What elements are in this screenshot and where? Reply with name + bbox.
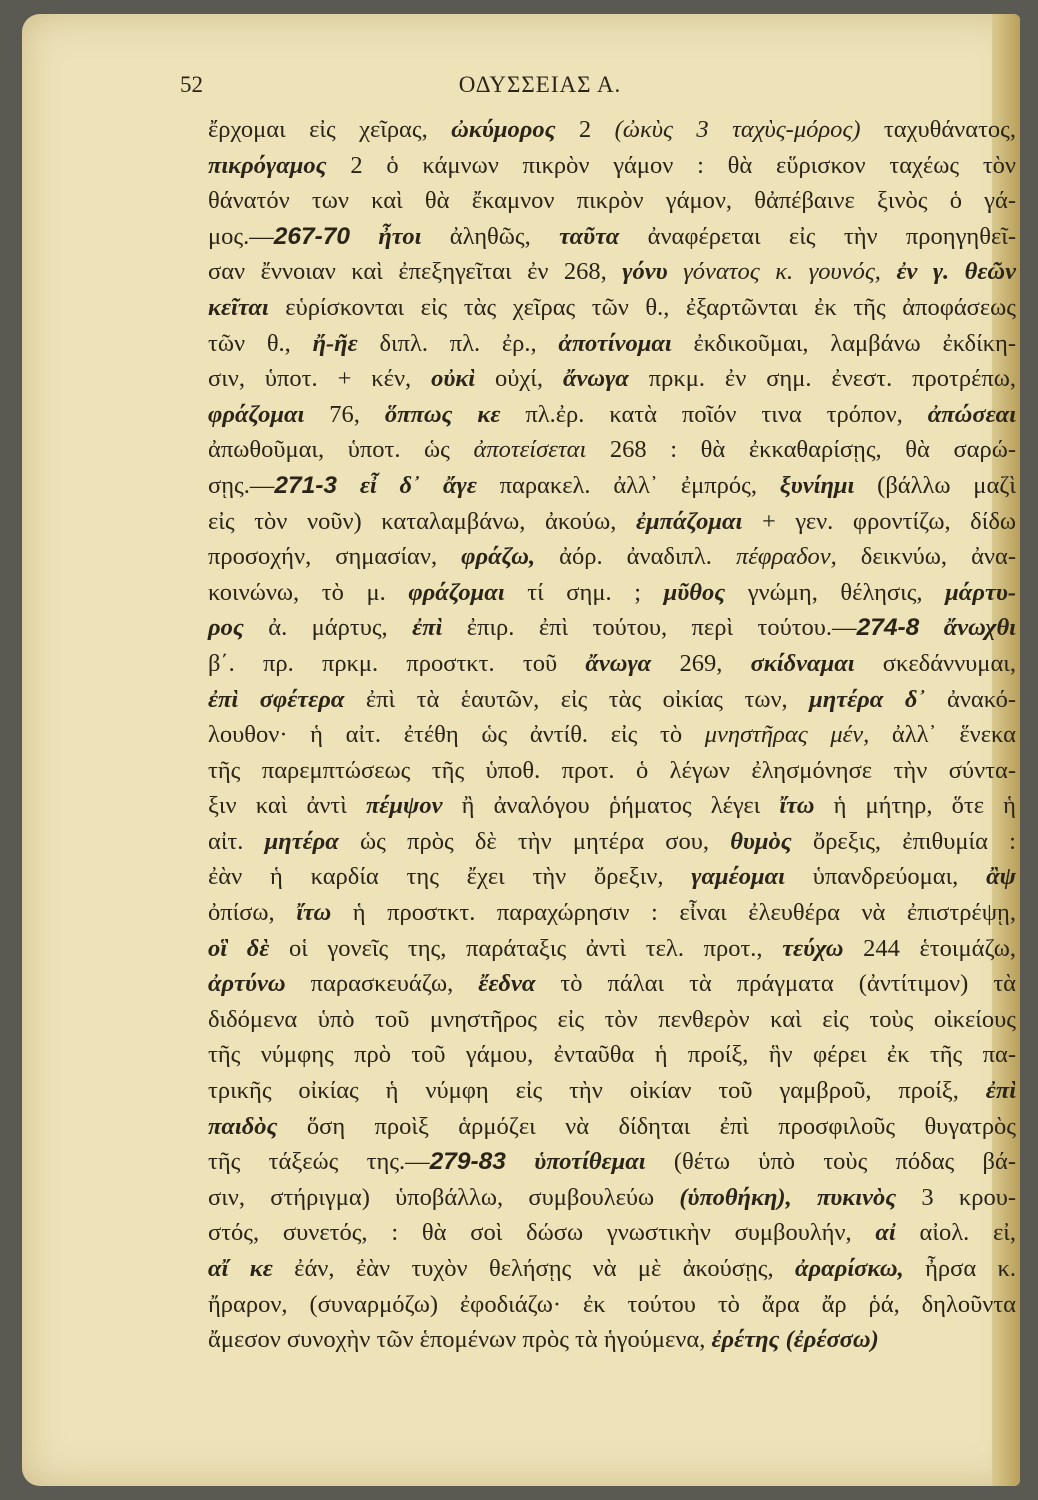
- text-segment: 2 ὁ κάμνων πικρὸν γάμον : θὰ εὕρισκον ταχέως τὸν: [326, 151, 1016, 179]
- text-line: [208, 254, 1016, 290]
- text-segment: ἀ. μάρτυς,: [243, 614, 413, 642]
- headword: ἀποτίνομαι: [558, 329, 672, 357]
- page-number: 52: [180, 72, 203, 97]
- headword: ὑποτίθεμαι: [534, 1148, 646, 1176]
- headword: ἀπώσεαι: [927, 400, 1017, 428]
- italic-gloss: (ὠκὺς 3 ταχὺς-μόρος): [614, 116, 861, 143]
- headword: οἳ δὲ: [208, 934, 270, 962]
- headword: φράζω,: [461, 543, 536, 571]
- text-line: [208, 575, 1016, 611]
- headword: ἄνωχθι: [943, 614, 1016, 642]
- headword: ἂψ: [986, 863, 1017, 891]
- text-segment: αἰολ. εἰ,: [895, 1219, 1017, 1247]
- headword: (ὑποθήκη),: [679, 1183, 792, 1211]
- italic-gloss: ἀποτείσεται: [473, 436, 587, 464]
- headword: πικρόγαμος: [208, 151, 327, 179]
- text-segment: ἀνακό-: [925, 685, 1016, 713]
- text-segment: τῆς παρεμπτώσεως τῆς ὑποθ. προτ. ὁ λέγων ἐλησμόνησε τὴν σύντα-: [208, 756, 1016, 784]
- text-segment: ἀληθῶς,: [421, 222, 560, 250]
- text-segment: ἐπιρ. ἐπὶ τούτου, περὶ τούτου.—: [442, 614, 857, 642]
- text-line: [208, 1251, 1016, 1287]
- text-segment: ὄρεξις, ἐπιθυμία :: [791, 827, 1016, 855]
- text-segment: 2: [555, 116, 615, 143]
- text-segment: 269,: [651, 649, 751, 677]
- text-segment: ταχυθάνατος,: [860, 116, 1016, 143]
- text-line: [208, 1144, 1016, 1180]
- text-segment: ἔρχομαι εἰς χεῖρας,: [208, 116, 452, 143]
- headword: μῦθος: [663, 578, 726, 606]
- text-segment: γνώμη, θέλησις,: [725, 578, 946, 606]
- headword: ἀραρίσκω,: [794, 1255, 904, 1282]
- text-line: [208, 682, 1016, 718]
- text-segment: (θέτω ὑπὸ τοὺς πόδας βά-: [645, 1148, 1016, 1176]
- italic-gloss: πέφραδον,: [735, 543, 837, 571]
- text-line: [208, 1322, 1016, 1358]
- headword: ἴτω: [296, 899, 332, 927]
- headword: κεῖται: [208, 293, 269, 321]
- text-segment: ἐκδικοῦμαι, λαμβάνω ἐκδίκη-: [671, 329, 1016, 357]
- text-segment: 244 ἑτοιμάζω,: [843, 934, 1016, 962]
- headword: ἤ-ῆε: [312, 329, 358, 357]
- text-segment: ἦρσα κ.: [903, 1255, 1017, 1282]
- italic-gloss: γόνατος κ. γουνός,: [683, 258, 881, 286]
- text-segment: ἀλλ᾽ ἕνεκα: [869, 721, 1016, 749]
- verse-reference: 267-70: [273, 222, 351, 250]
- text-segment: ἢ ἀναλόγου ῥήματος λέγει: [442, 792, 780, 820]
- text-segment: ὀπίσω,: [208, 899, 297, 927]
- text-line: [208, 361, 1016, 397]
- verse-reference: 274-8: [856, 614, 920, 642]
- text-segment: ὅση προὶξ ἁρμόζει νὰ δίδηται ἐπὶ προσφιλοῦς θυγατρὸς: [277, 1112, 1016, 1140]
- headword: ὠκύμορος: [451, 116, 556, 143]
- headword: ρος: [208, 614, 244, 642]
- text-segment: ὡς πρὸς δὲ τὴν μητέρα σου,: [338, 827, 731, 855]
- text-segment: β΄. πρ. πρκμ. προστκτ. τοῦ: [208, 649, 586, 677]
- text-line: [208, 753, 1016, 789]
- text-segment: ἐὰν ἡ καρδία της ἔχει τὴν ὄρεξιν,: [208, 863, 692, 891]
- headword: ταῦτα: [559, 222, 620, 250]
- headword: ἐπὶ: [412, 614, 443, 642]
- text-segment: ἐάν, ἐὰν τυχὸν θελήσῃς νὰ μὲ ἀκούσῃς,: [272, 1255, 795, 1282]
- text-segment: δεικνύω, ἀνα-: [836, 543, 1016, 571]
- text-segment: [337, 472, 360, 499]
- headword: ξυνίημι: [779, 471, 855, 499]
- headword: ἐπὶ: [985, 1077, 1016, 1105]
- headword: μητέρα: [264, 827, 339, 855]
- headword: γόνυ: [622, 258, 668, 286]
- headword: ἀρτύνω: [208, 970, 286, 998]
- headword: αἰ: [875, 1219, 896, 1247]
- text-line: [208, 859, 1016, 895]
- headword: εἶ δ᾽ ἄγε: [359, 471, 477, 499]
- text-line: [208, 931, 1016, 967]
- headword: ἄνωγα: [562, 365, 629, 393]
- text-segment: (βάλλω μαζὶ: [854, 471, 1017, 499]
- text-segment: εἰς τὸν νοῦν) καταλαμβάνω, ἀκούω,: [208, 507, 636, 535]
- headword: ἦτοι: [378, 222, 422, 250]
- text-line: [208, 1109, 1016, 1145]
- text-line: [208, 1215, 1016, 1251]
- text-segment: σῃς.—: [208, 471, 275, 499]
- text-segment: παρακελ. ἀλλ᾽ ἐμπρός,: [476, 471, 780, 499]
- text-line: [208, 183, 1016, 219]
- text-segment: προσοχήν, σημασίαν,: [208, 543, 462, 571]
- text-line: [208, 432, 1016, 468]
- text-line: [208, 1037, 1016, 1073]
- text-segment: ξιν καὶ ἀντὶ: [208, 792, 366, 820]
- headword: μάρτυ-: [945, 578, 1016, 606]
- text-segment: [350, 223, 378, 250]
- text-segment: ἀόρ. ἀναδιπλ.: [535, 543, 736, 571]
- headword: παιδὸς: [208, 1112, 278, 1140]
- headword: ἄνωγα: [585, 649, 652, 677]
- headword: σκίδναμαι: [750, 649, 855, 677]
- text-line: [208, 397, 1016, 433]
- text-segment: πρκμ. ἐν σημ. ἐνεστ. προτρέπω,: [628, 365, 1016, 393]
- text-segment: τί σημ. ;: [504, 578, 664, 606]
- headword: ὅππως κε: [384, 400, 501, 428]
- text-segment: ἀπωθοῦμαι, ὑποτ. ὡς: [208, 436, 474, 464]
- text-segment: σιν, στήριγμα) ὑποβάλλω, συμβουλεύω: [208, 1183, 680, 1211]
- text-segment: διδόμενα ὑπὸ τοῦ μνηστῆρος εἰς τὸν πενθερὸν καὶ εἰς τοὺς οἰκείους: [208, 1005, 1016, 1033]
- text-segment: αἰτ.: [208, 827, 265, 855]
- text-line: [208, 539, 1016, 575]
- text-segment: ἐπὶ τὰ ἑαυτῶν, εἰς τὰς οἰκίας των,: [344, 685, 810, 713]
- running-title: ΟΔΥΣΣΕΙΑΣ Α.: [458, 72, 622, 97]
- headword: μητέρα δ᾽: [809, 685, 926, 713]
- headword: οὐκὶ: [431, 365, 476, 393]
- text-segment: 3 κρου-: [896, 1183, 1016, 1211]
- headword: φράζομαι: [408, 578, 505, 606]
- headword: θυμὸς: [730, 827, 792, 855]
- text-segment: + γεν. φροντίζω, δίδω: [742, 507, 1016, 535]
- text-segment: [919, 614, 943, 641]
- text-segment: οὐχί,: [475, 365, 563, 393]
- text-segment: εὑρίσκονται εἰς τὰς χεῖρας τῶν θ., ἐξαρτῶνται ἐκ τῆς ἀποφάσεως: [268, 293, 1016, 321]
- headword: ἐμπάζομαι: [635, 507, 743, 535]
- text-segment: [881, 258, 897, 285]
- text-segment: σαν ἔννοιαν καὶ ἐπεξηγεῖται ἐν 268,: [208, 258, 623, 286]
- text-segment: θάνατόν των καὶ θὰ ἔκαμνον πικρὸν γάμον, θἀπέβαινε ξινὸς ὁ γά-: [208, 187, 1016, 215]
- commentary-text: [208, 112, 1016, 1358]
- book-page: [22, 14, 1020, 1486]
- text-line: [208, 148, 1016, 184]
- text-segment: 268 : θὰ ἐκκαθαρίσῃς, θὰ σαρώ-: [586, 436, 1017, 464]
- headword: γαμέομαι: [691, 863, 785, 891]
- headword: πέμψον: [365, 792, 443, 820]
- text-line: [208, 824, 1016, 860]
- text-segment: [506, 1148, 534, 1175]
- text-line: [208, 468, 1016, 504]
- text-segment: πλ.ἐρ. κατὰ ποῖόν τινα τρόπον,: [500, 400, 928, 428]
- text-segment: τῶν θ.,: [208, 329, 313, 357]
- text-line: [208, 895, 1016, 931]
- text-segment: ἡ μήτηρ, ὅτε ἡ: [814, 792, 1016, 820]
- text-segment: παρασκευάζω,: [285, 970, 479, 998]
- headword: πυκινὸς: [816, 1183, 897, 1211]
- headword: ἔεδνα: [478, 970, 536, 998]
- text-line: [208, 1073, 1016, 1109]
- text-line: [208, 610, 1016, 646]
- text-line: [208, 326, 1016, 362]
- text-line: [208, 717, 1016, 753]
- text-line: [208, 788, 1016, 824]
- text-segment: οἱ γονεῖς της, παράταξις ἀντὶ τελ. προτ.,: [269, 934, 783, 962]
- text-line: [208, 504, 1016, 540]
- verse-reference: 279-83: [429, 1148, 506, 1176]
- text-segment: ὑπανδρεύομαι,: [784, 863, 987, 891]
- text-line: [208, 219, 1016, 255]
- text-segment: τρικῆς οἰκίας ἡ νύμφη εἰς τὴν οἰκίαν τοῦ γαμβροῦ, προίξ,: [208, 1077, 986, 1105]
- text-line: [208, 966, 1016, 1002]
- headword: ἐρέτης (ἐρέσσω): [711, 1326, 879, 1354]
- text-line: [208, 1287, 1016, 1323]
- headword: αἴ κε: [208, 1255, 273, 1282]
- text-segment: μος.—: [208, 222, 274, 250]
- text-segment: ἀναφέρεται εἰς τὴν προηγηθεῖ-: [619, 222, 1016, 250]
- text-segment: τῆς τάξεώς της.—: [208, 1148, 430, 1176]
- text-segment: 76,: [304, 400, 385, 428]
- text-segment: ἤραρον, (συναρμόζω) ἐφοδιάζω· ἐκ τούτου τὸ ἄρα ἄρ ῥά, δηλοῦντα: [208, 1290, 1016, 1318]
- text-line: [208, 112, 1016, 148]
- text-line: [208, 1180, 1016, 1216]
- italic-gloss: μνηστῆρας μέν,: [704, 721, 870, 749]
- headword: ἐπὶ σφέτερα: [208, 685, 345, 713]
- text-segment: τὸ πάλαι τὰ πράγματα (ἀντίτιμον) τὰ: [535, 970, 1017, 998]
- text-segment: λουθον· ἡ αἰτ. ἐτέθη ὡς ἀντίθ. εἰς τὸ: [208, 721, 705, 749]
- text-segment: κοινώνω, τὸ μ.: [208, 578, 409, 606]
- headword: ἴτω: [779, 792, 815, 820]
- text-segment: τῆς νύμφης πρὸ τοῦ γάμου, ἐνταῦθα ἡ προίξ, ἣν φέρει ἐκ τῆς πα-: [208, 1041, 1016, 1069]
- text-line: [208, 1002, 1016, 1038]
- text-segment: ἡ προστκτ. παραχώρησιν : εἶναι ἐλευθέρα νὰ ἐπιστρέψῃ,: [331, 899, 1016, 927]
- verse-reference: 271-3: [274, 471, 338, 499]
- text-segment: διπλ. πλ. ἐρ.,: [357, 329, 559, 357]
- text-segment: σκεδάννυμαι,: [854, 649, 1016, 677]
- text-segment: [668, 258, 684, 285]
- headword: φράζομαι: [208, 400, 305, 428]
- headword: τεύχω: [782, 934, 844, 962]
- headword: ἐν γ. θεῶν: [896, 258, 1017, 286]
- text-line: [208, 290, 1016, 326]
- text-segment: στός, συνετός, : θὰ σοὶ δώσω γνωστικὴν συμβουλήν,: [208, 1219, 876, 1247]
- text-segment: [792, 1184, 817, 1211]
- text-segment: σιν, ὑποτ. + κέν,: [208, 365, 432, 393]
- text-segment: ἄμεσον συνοχὴν τῶν ἑπομένων πρὸς τὰ ἡγούμενα,: [208, 1326, 712, 1354]
- text-line: [208, 646, 1016, 682]
